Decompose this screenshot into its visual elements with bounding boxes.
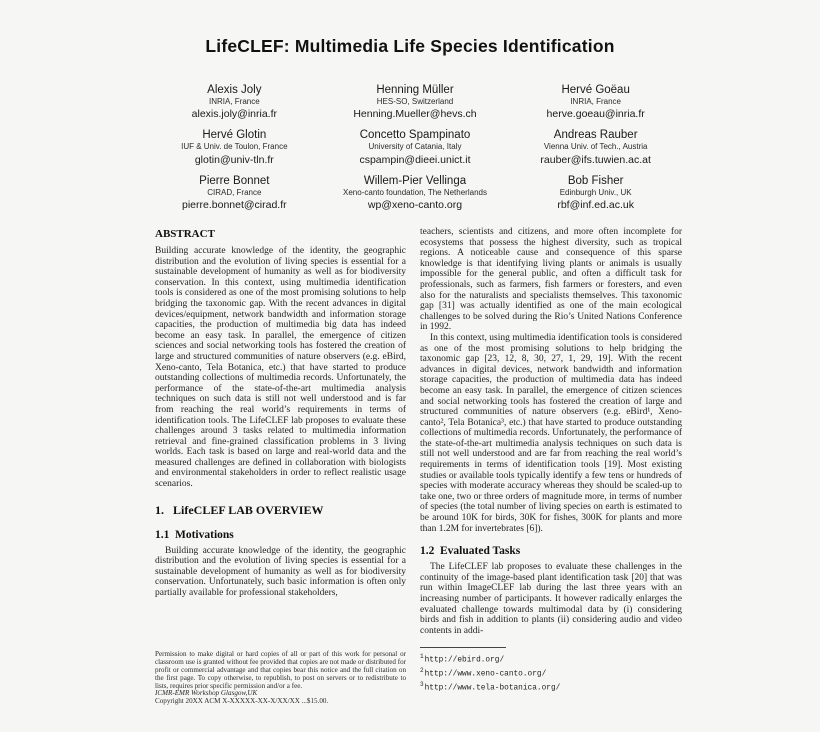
section-1-title: LifeCLEF LAB OVERVIEW <box>173 502 324 517</box>
footnote-rule <box>420 647 506 648</box>
footnote-marker: 1 <box>420 652 424 660</box>
footnote-url: http://ebird.org/ <box>424 656 505 665</box>
author-name: Hervé Goëau <box>561 84 630 96</box>
author-affiliation: University of Catania, Italy <box>368 142 462 152</box>
author-name: Alexis Joly <box>207 84 262 96</box>
author-affiliation: HES-SO, Switzerland <box>376 97 454 106</box>
footnote-block <box>420 647 682 694</box>
footnote-marker: 2 <box>420 666 424 674</box>
abstract-text: Building accurate knowledge of the identity, the geographic distribution and the evolution of living species is essential for a sustainable development of humanity as well as for biodiversity conservation. In this context, using multimedia identification tools is considered as one of the most promising solutions to help bridging the taxonomic gap. With the recent advances in digital devices/equipment, network bandwidth and information storage capacities, the production of multimedia big data has indeed become an easy task. In parallel, the emergence of citizen sciences and social networking tools has fostered the creation of large and structured communities of nature observers (e.g. eBird, Xeno-canto, Tela Botanica, etc.) that have started to produce outstanding collections of multimedia records. Unfortunately, the performance of the state-of-the-art multimedia analysis techniques on such data is still not well understood and is far from reaching the real world’s requirements in terms of identification tools. The LifeCLEF lab proposes to evaluate these challenges around 3 tasks related to multimedia information retrieval and fine-grained classification problems in 3 living worlds. Each task is based on large and real-world data and the measured challenges are defined in collaboration with biologists and environmental stakeholders in order to reflect realistic usage scenarios. <box>155 246 406 490</box>
author-name: Concetto Spampinato <box>359 129 471 142</box>
author-name: Bob Fisher <box>567 174 624 187</box>
section-1-2-number: 1.2 <box>420 545 435 558</box>
footnote <box>420 680 682 694</box>
author-email: Henning.Mueller@hevs.ch <box>353 108 477 121</box>
right-column <box>420 227 682 732</box>
abstract-heading: ABSTRACT <box>155 228 215 240</box>
author-affiliation: INRIA, France <box>208 97 260 106</box>
left-column <box>155 227 406 732</box>
author-email: wp@xeno-canto.org <box>367 199 463 212</box>
motivations-continued-paragraph: teachers, scientists and citizens, and more often incomplete for ecosystems that possess the highest diversity, such as tropical regions. A noticeable cause and consequence of this sparse knowledge is that identifying living plants or animals is usually impossible for the general public, and often a difficult task for professionals, such as farmers, fish farmers or foresters, and even also for the naturalists and specialists themselves. This taxonomic gap [31] was actually identified as one of the main ecological challenges to be solved during the Rio’s United Nations Conference in 1992. <box>420 227 682 333</box>
author-affiliation: IUF & Univ. de Toulon, France <box>181 142 288 152</box>
section-1-number: 1. <box>155 502 164 517</box>
author-affiliation: Edinburgh Univ., UK <box>559 187 632 197</box>
author-name: Willem-Pier Vellinga <box>363 174 467 187</box>
footnote <box>420 652 682 666</box>
section-1-2-title: Evaluated Tasks <box>440 545 521 558</box>
author-email: rauber@ifs.tuwien.ac.at <box>540 153 651 166</box>
footnote <box>420 666 682 680</box>
author-card <box>509 84 682 120</box>
author-affiliation: CIRAD, France <box>207 187 262 197</box>
author-card <box>148 129 321 165</box>
author-name: Hervé Glotin <box>202 129 267 142</box>
author-card <box>329 84 502 120</box>
copyright-line: Copyright 20XX ACM X-XXXXX-XX-X/XX/XX ...$15.00. <box>155 697 329 706</box>
author-name: Andreas Rauber <box>553 129 638 142</box>
workshop-venue: ICMR-EMR Workshop Glasgow,UK <box>155 689 258 698</box>
section-1-2-heading <box>420 545 682 557</box>
motivations-paragraph: Building accurate knowledge of the identity, the geographic distribution and the evolution of living species is essential for a sustainable development of humanity as well as for biodiversity conservation. Unfortunately, such basic information is often only partially available for professional stakeholders, <box>155 545 406 599</box>
author-card <box>148 84 321 120</box>
footnote-marker: 3 <box>420 680 424 688</box>
permission-notice: Permission to make digital or hard copies of all or part of this work for personal or classroom use is granted without fee provided that copies are not made or distributed for profit or commercial advantage and that copies bear this notice and the full citation on the first page. To copy otherwise, to republish, to post on servers or to redistribute to lists, requires prior specific permission and/or a fee. <box>155 650 406 690</box>
author-name: Pierre Bonnet <box>199 174 270 187</box>
copyright-block <box>155 651 406 706</box>
author-email: herve.goeau@inria.fr <box>546 108 645 121</box>
author-email: rbf@inf.ed.ac.uk <box>557 199 634 212</box>
author-email: pierre.bonnet@cirad.fr <box>182 199 287 212</box>
author-affiliation: INRIA, France <box>570 97 621 106</box>
footnote-url: http://www.tela-botanica.org/ <box>424 684 561 693</box>
evaluated-tasks-paragraph: The LifeCLEF lab proposes to evaluate these challenges in the continuity of the image-based plant identification task [20] that was run within ImageCLEF lab during the last three years with an increasing number of participants. It however radically enlarges the evaluated challenge towards multimodal data by (i) considering birds and fish in addition to plants (ii) considering audio and video contents in addi- <box>420 562 682 636</box>
context-paragraph: In this context, using multimedia identification tools is considered as one of the most promising solutions to help bridging the taxonomic gap [23, 12, 8, 30, 27, 1, 29, 19]. With the recent advances in digital devices, network bandwidth and information storage capacities, the production of multimedia data has indeed become an easy task. In parallel, the emergence of citizen sciences and social networking tools has fostered the creation of large and structured communities of nature observers (e.g. eBird¹, Xeno-canto², Tela Botanica³, etc.) that have started to produce outstanding collections of multimedia records. Unfortunately, the performance of the state-of-the-art multimedia analysis techniques on such data is still not well understood and are far from reaching the real world’s requirements in terms of identification tools [19]. Most existing studies or available tools typically identify a few tens or hundreds of species with moderate accuracy whereas they should be scaled-up to take one, two or three orders of magnitude more, in terms of number of species (the total number of living species on earth is estimated to be around 10K for birds, 30K for fishes, 300K for plants and more than 1.2M for invertebrates [6]). <box>420 332 682 534</box>
section-1-1-title: Motivations <box>175 528 234 541</box>
author-card <box>509 129 682 165</box>
author-affiliation: Xeno-canto foundation, The Netherlands <box>343 187 487 197</box>
two-column-body <box>155 227 682 732</box>
author-card <box>329 129 502 165</box>
section-1-heading <box>155 503 406 518</box>
author-email: cspampin@dieei.unict.it <box>359 153 471 166</box>
section-1-1-heading <box>155 529 406 541</box>
author-email: alexis.joly@inria.fr <box>191 108 277 121</box>
author-card <box>329 175 502 211</box>
section-1-1-number: 1.1 <box>155 528 170 541</box>
page-title: LifeCLEF: Multimedia Life Species Identification <box>205 36 615 56</box>
footnote-url: http://www.xeno-canto.org/ <box>424 670 547 679</box>
author-email: glotin@univ-tln.fr <box>194 153 274 166</box>
author-name: Henning Müller <box>376 84 454 96</box>
author-card <box>509 175 682 211</box>
author-card <box>148 175 321 211</box>
author-block <box>148 84 682 211</box>
author-affiliation: Vienna Univ. of Tech., Austria <box>543 142 648 152</box>
